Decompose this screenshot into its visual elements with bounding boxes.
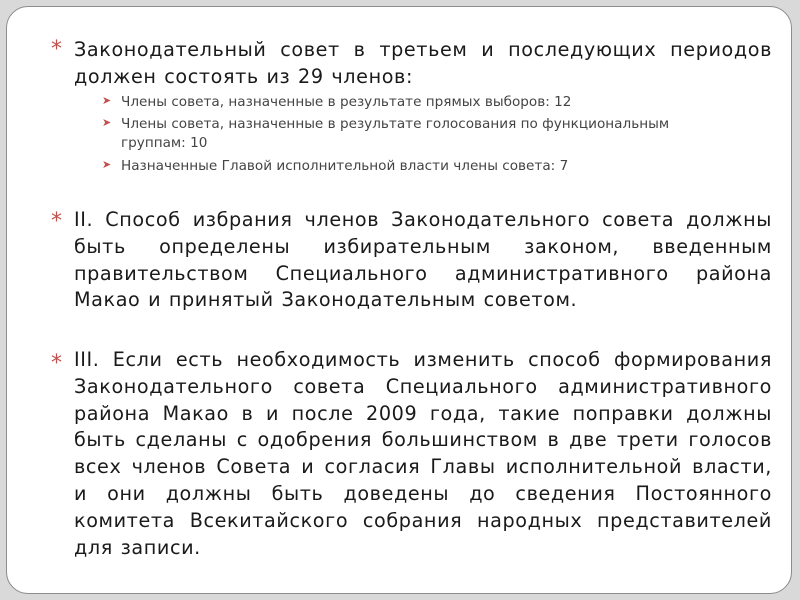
bullet-text: III. Если есть необходимость изменить способ формирования Законодательного совета Специального административного района Макао в и после 2009 года, такие поправки должны быть сделаны с одобрения большинством в две трети голосов всех членов Совета и согласия Главы исполнительной власти, и они должны быть доведены до сведения Постоянного комитета Всекитайского собрания народных представителей для записи. <box>74 348 772 559</box>
sub-item-text: Члены совета, назначенные в результате голосования по функциональным группам: 10 <box>121 116 670 151</box>
arrow-bullet-icon: ➤ <box>102 94 112 107</box>
asterisk-bullet-icon: * <box>51 351 62 376</box>
bullet-text: II. Способ избрания членов Законодательного совета должны быть определены избирательным законом, введенным правительством Специального административного района Макао и принятый Законодательным советом. <box>74 208 772 312</box>
bullet-text: Законодательный совет в третьем и последующих периодов должен состоять из 29 членов: <box>74 38 772 88</box>
arrow-bullet-icon: ➤ <box>102 158 112 171</box>
slide-frame <box>6 6 792 594</box>
sub-item-text: Члены совета, назначенные в результате прямых выборов: 12 <box>121 94 572 110</box>
arrow-bullet-icon: ➤ <box>102 116 112 129</box>
asterisk-bullet-icon: * <box>51 37 62 62</box>
sub-item-text: Назначенные Главой исполнительной власти члены совета: 7 <box>121 158 569 174</box>
slide-content <box>7 7 792 594</box>
asterisk-bullet-icon: * <box>51 209 62 234</box>
